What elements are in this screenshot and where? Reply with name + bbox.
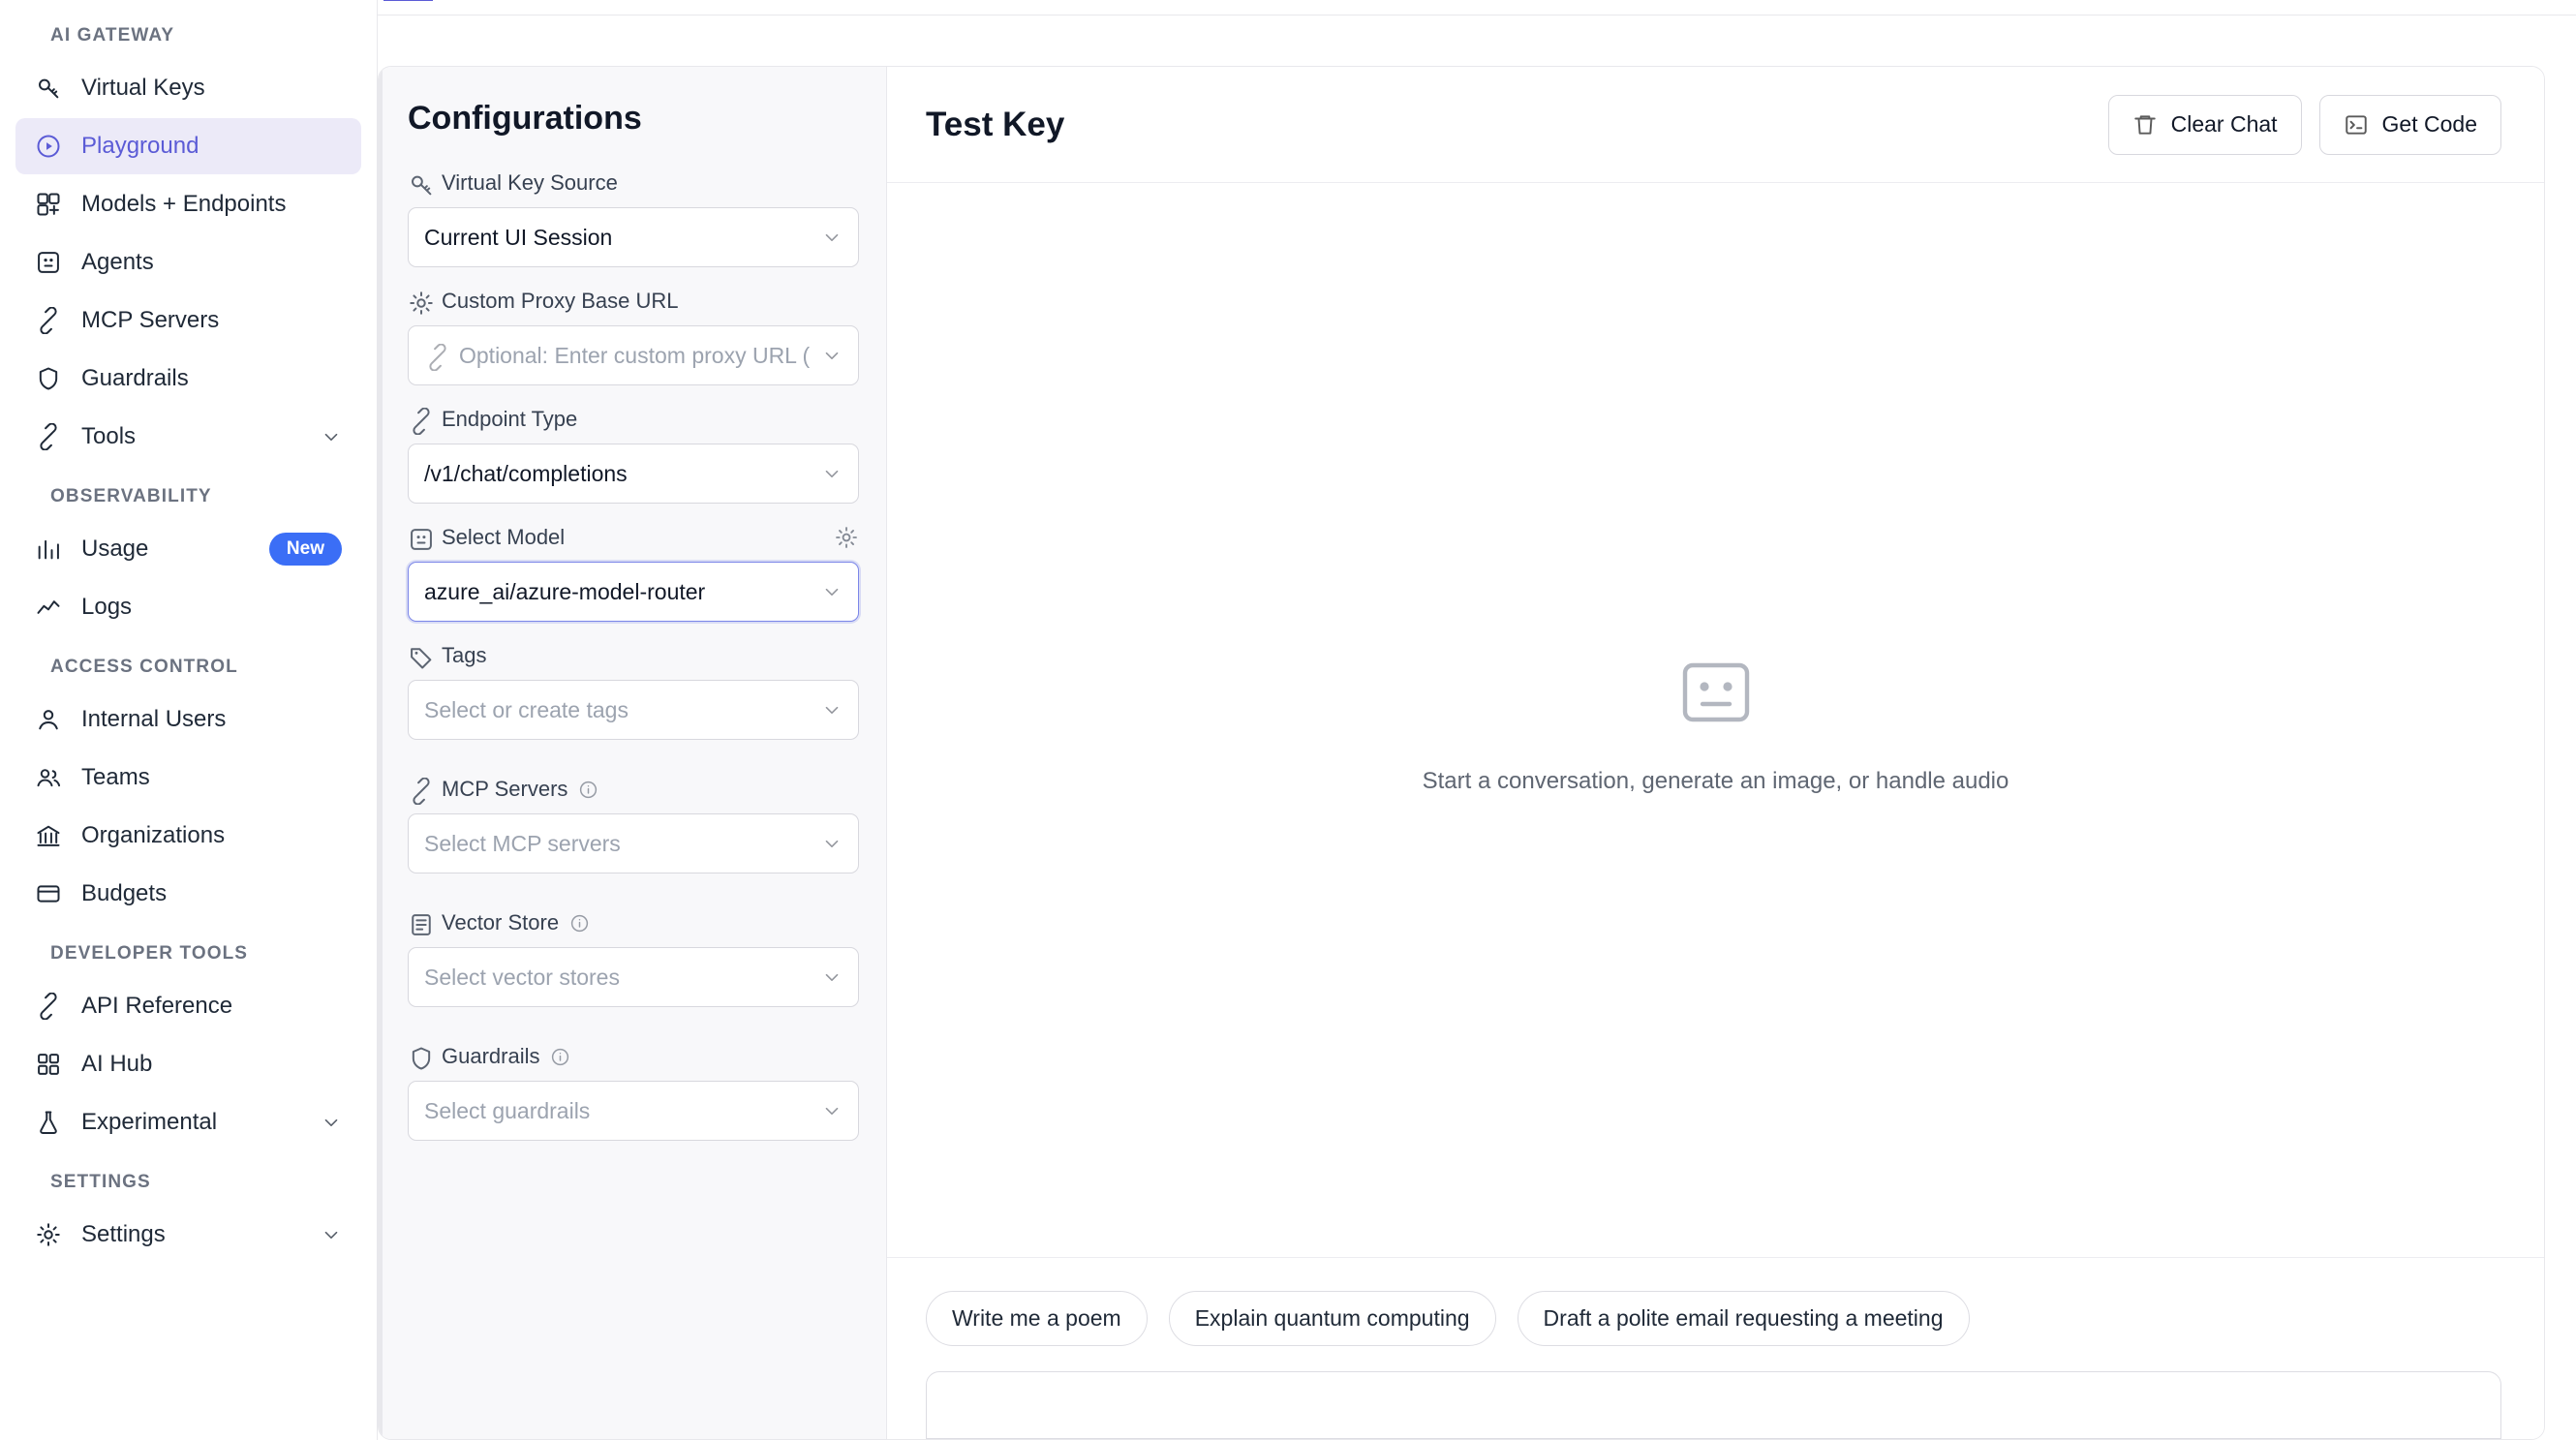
sidebar-item-label: Tools	[81, 423, 137, 449]
info-icon[interactable]	[569, 913, 590, 934]
select-model-select[interactable]	[408, 562, 859, 622]
trash-icon	[2132, 112, 2158, 138]
chevron-down-icon[interactable]	[821, 345, 843, 366]
sidebar-item-label: Experimental	[81, 1109, 218, 1135]
sidebar-item-logs[interactable]	[15, 579, 361, 635]
custom-proxy-base-url-value: Optional: Enter custom proxy URL (	[459, 342, 811, 368]
terminal-icon	[2344, 112, 2369, 138]
vector-store-value: Select vector stores	[424, 964, 620, 990]
sidebar-item-label: Organizations	[81, 822, 226, 848]
code-link-icon	[35, 993, 62, 1020]
sidebar-item-models-endpoints[interactable]	[15, 176, 361, 232]
sidebar-item-label: AI Hub	[81, 1051, 153, 1077]
chevron-down-icon[interactable]	[321, 1224, 342, 1245]
guardrails-select[interactable]	[408, 1081, 859, 1141]
field-tags	[408, 643, 859, 740]
gear-icon	[35, 1221, 62, 1248]
virtual-key-source-value: Current UI Session	[424, 224, 613, 250]
sidebar-item-label: Models + Endpoints	[81, 191, 287, 217]
bank-icon	[35, 822, 62, 849]
status-badge: New	[269, 533, 342, 566]
sidebar-section-label: AI GATEWAY	[50, 25, 175, 46]
sidebar-item-playground[interactable]	[15, 118, 361, 174]
flask-icon	[35, 1109, 62, 1136]
sidebar-item-label: Teams	[81, 764, 150, 790]
chevron-down-icon[interactable]	[821, 833, 843, 854]
endpoint-type-select[interactable]	[408, 444, 859, 504]
wrench-icon	[35, 423, 62, 450]
plug-icon	[35, 307, 62, 334]
line-chart-icon	[35, 594, 62, 621]
field-label-guardrails	[408, 1044, 859, 1069]
field-label-text: Guardrails	[442, 1044, 540, 1068]
get-code-label: Get Code	[2381, 111, 2477, 137]
suggestion-chip[interactable]: Explain quantum computing	[1169, 1291, 1496, 1346]
endpoint-type-value: /v1/chat/completions	[424, 460, 628, 486]
sidebar-item-ai-hub[interactable]	[15, 1036, 361, 1092]
tab-chat[interactable]	[383, 0, 433, 1]
field-label-text: MCP Servers	[442, 777, 568, 801]
chat-panel	[887, 67, 2544, 1439]
field-label-custom-proxy-base-url	[408, 289, 859, 314]
sidebar-item-label: Guardrails	[81, 365, 189, 391]
chat-header	[887, 67, 2544, 183]
chevron-down-icon[interactable]	[821, 1100, 843, 1121]
plug-icon	[408, 778, 431, 801]
info-icon[interactable]	[550, 1047, 570, 1067]
sidebar-item-label: Agents	[81, 249, 154, 275]
field-label-tags	[408, 643, 859, 668]
chevron-down-icon[interactable]	[821, 966, 843, 988]
sidebar-item-label: Playground	[81, 133, 199, 159]
sidebar-item-label: Budgets	[81, 880, 168, 906]
field-label-virtual-key-source	[408, 170, 859, 196]
virtual-key-source-select[interactable]	[408, 207, 859, 267]
agent-icon	[35, 249, 62, 276]
field-virtual-key-source	[408, 170, 859, 267]
suggestion-chip[interactable]: Write me a poem	[926, 1291, 1148, 1346]
get-code-button[interactable]	[2319, 95, 2501, 155]
sidebar-item-label: Logs	[81, 594, 133, 620]
grid-plus-icon	[35, 191, 62, 218]
vector-store-select[interactable]	[408, 947, 859, 1007]
sidebar-section-label: DEVELOPER TOOLS	[50, 943, 249, 964]
configurations-panel	[379, 67, 887, 1439]
sidebar-item-organizations[interactable]	[15, 808, 361, 864]
sidebar-section-label: OBSERVABILITY	[50, 486, 212, 506]
sidebar-section-label: ACCESS CONTROL	[50, 657, 238, 677]
tab-list	[383, 0, 574, 1]
playground-panel	[378, 66, 2545, 1440]
user-icon	[35, 706, 62, 733]
gear-icon	[408, 290, 431, 313]
suggestion-chip[interactable]: Draft a polite email requesting a meeting	[1518, 1291, 1970, 1346]
tags-select[interactable]	[408, 680, 859, 740]
mcp-servers-select[interactable]	[408, 813, 859, 873]
database-icon	[408, 911, 431, 934]
key-icon	[35, 75, 62, 102]
guardrails-value: Select guardrails	[424, 1097, 591, 1123]
sidebar-item-agents[interactable]	[15, 234, 361, 291]
chevron-down-icon[interactable]	[821, 227, 843, 248]
sidebar-section-label: SETTINGS	[50, 1172, 151, 1192]
field-label-text: Virtual Key Source	[442, 170, 618, 195]
squares-icon	[35, 1051, 62, 1078]
shield-icon	[35, 365, 62, 392]
field-vector-store	[408, 910, 859, 1007]
page-title: Test Key	[926, 105, 1065, 143]
clear-chat-label: Clear Chat	[2170, 111, 2278, 137]
field-label-select-model	[408, 525, 859, 550]
chevron-down-icon[interactable]	[321, 426, 342, 447]
sidebar-item-guardrails[interactable]	[15, 351, 361, 407]
chevron-down-icon[interactable]	[821, 463, 843, 484]
sidebar-item-internal-users[interactable]	[15, 691, 361, 748]
plug-icon	[408, 408, 431, 431]
sidebar-item-settings[interactable]	[15, 1207, 361, 1263]
content-area	[378, 15, 2576, 1440]
field-label-text: Select Model	[442, 525, 566, 549]
model-icon	[408, 526, 431, 549]
model-settings-gear-icon[interactable]	[834, 525, 859, 550]
chevron-down-icon[interactable]	[821, 699, 843, 720]
tags-value: Select or create tags	[424, 696, 629, 722]
sidebar-item-mcp-servers[interactable]	[15, 292, 361, 349]
sidebar-item-label: Settings	[81, 1221, 166, 1247]
credit-card-icon	[35, 880, 62, 907]
sidebar-item-label: Virtual Keys	[81, 75, 205, 101]
shield-icon	[408, 1045, 431, 1068]
tag-icon	[408, 644, 431, 667]
field-custom-proxy-base-url	[408, 289, 859, 385]
sidebar-item-budgets[interactable]	[15, 866, 361, 922]
field-select-model	[408, 525, 859, 622]
key-icon	[408, 171, 431, 195]
select-model-value: azure_ai/azure-model-router	[424, 578, 706, 604]
play-circle-icon	[35, 133, 62, 160]
sidebar-item-teams[interactable]	[15, 750, 361, 806]
clear-chat-button[interactable]	[2108, 95, 2302, 155]
field-label-text: Custom Proxy Base URL	[442, 289, 679, 313]
custom-proxy-base-url-select[interactable]	[408, 325, 859, 385]
message-input[interactable]	[926, 1371, 2501, 1439]
users-icon	[35, 764, 62, 791]
sidebar-item-label: Usage	[81, 536, 149, 562]
field-label-text: Vector Store	[442, 910, 560, 934]
chevron-down-icon[interactable]	[821, 581, 843, 602]
sidebar-item-usage[interactable]	[15, 521, 361, 577]
chat-empty-state	[887, 183, 2544, 1258]
robot-icon	[1670, 646, 1763, 739]
field-guardrails	[408, 1044, 859, 1141]
field-mcp-servers	[408, 777, 859, 873]
sidebar-item-virtual-keys[interactable]	[15, 60, 361, 116]
field-label-endpoint-type	[408, 407, 859, 432]
field-endpoint-type	[408, 407, 859, 504]
configurations-title: Configurations	[408, 100, 642, 137]
link-icon	[424, 344, 447, 367]
suggestion-chips	[887, 1258, 2544, 1362]
sidebar-item-label: MCP Servers	[81, 307, 220, 333]
mcp-servers-value: Select MCP servers	[424, 830, 621, 856]
field-label-text: Endpoint Type	[442, 407, 578, 431]
sidebar-item-api-reference[interactable]	[15, 978, 361, 1034]
sidebar-item-label: API Reference	[81, 993, 233, 1019]
main-area	[378, 0, 2576, 1440]
field-label-mcp-servers	[408, 777, 859, 802]
empty-state-text: Start a conversation, generate an image, or handle audio	[1422, 767, 2009, 794]
bar-chart-icon	[35, 536, 62, 563]
field-label-vector-store	[408, 910, 859, 935]
sidebar-item-tools[interactable]	[15, 409, 361, 465]
field-label-text: Tags	[442, 643, 487, 667]
tab-bar	[378, 0, 2576, 15]
configuration-fields	[408, 170, 859, 1141]
chevron-down-icon[interactable]	[321, 1112, 342, 1133]
info-icon[interactable]	[578, 780, 598, 800]
sidebar-item-experimental[interactable]	[15, 1094, 361, 1150]
sidebar	[0, 0, 378, 1440]
sidebar-item-label: Internal Users	[81, 706, 227, 732]
tab-compare[interactable]	[479, 0, 575, 1]
